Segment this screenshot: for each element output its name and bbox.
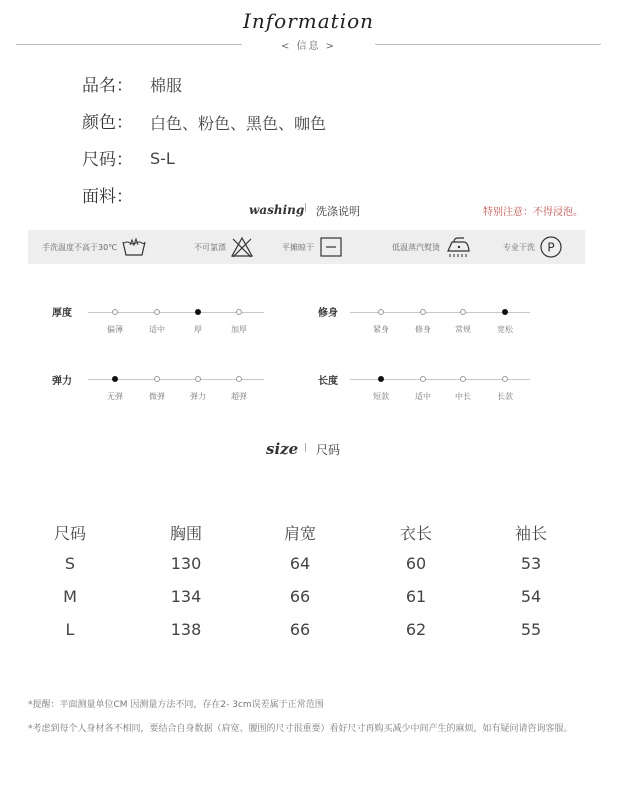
scale-dot [420, 309, 426, 315]
washing-instructions-bar [28, 230, 585, 264]
size-table-cell: 60 [405, 554, 427, 573]
info-label-color: 颜色： [82, 113, 133, 133]
scale-label: 厚度 [52, 308, 72, 319]
scale-option-label: 无弹 [107, 392, 123, 401]
scale-dot [154, 376, 160, 382]
scale-dot-selected [195, 309, 201, 315]
scale-option-label: 偏薄 [107, 325, 123, 334]
washing-title: 洗涤说明 [316, 205, 360, 218]
scale-option-label: 修身 [415, 325, 431, 334]
wash-label-dry-clean: 专业干洗 [503, 242, 535, 252]
scale-dot [112, 309, 118, 315]
size-separator: | [304, 443, 308, 453]
dry-clean-symbol: P [547, 240, 555, 255]
size-table-cell: M [63, 587, 77, 606]
dry-clean-p-icon [539, 235, 563, 259]
info-label-name: 品名： [82, 76, 133, 96]
scale-option-label: 中长 [455, 392, 471, 401]
scale-option-label: 适中 [415, 392, 431, 401]
washing-separator: | [304, 203, 308, 213]
size-script-title: size [266, 440, 299, 458]
size-table-cell: 61 [405, 587, 427, 606]
size-table-header: 胸围 [169, 524, 202, 543]
size-table-cell: 66 [289, 587, 311, 606]
size-table-header: 衣长 [399, 524, 432, 543]
size-table-header: 肩宽 [283, 524, 316, 543]
scale-option-label: 加厚 [231, 325, 247, 334]
size-table-cell: 130 [170, 554, 202, 573]
info-value-size: S-L [150, 149, 175, 168]
scale-option-label: 超弹 [231, 392, 247, 401]
size-table-header: 袖长 [514, 524, 547, 543]
dry-flat-icon [318, 236, 344, 258]
info-label-fabric: 面料： [82, 187, 133, 207]
scale-dot [378, 309, 384, 315]
scale-option-label: 厚 [194, 325, 202, 334]
page-subtitle: < 信息 > [280, 41, 337, 52]
size-table-cell: 64 [289, 554, 311, 573]
wash-item-dry-clean [503, 230, 563, 264]
info-label-size: 尺码： [82, 150, 133, 170]
wash-label-dry-flat: 平摊晾干 [282, 242, 314, 252]
scale-dot [420, 376, 426, 382]
scale-dot [502, 376, 508, 382]
wash-item-dry-flat [282, 230, 344, 264]
size-table-cell: 54 [520, 587, 542, 606]
no-bleach-icon [230, 236, 254, 258]
scale-dot [236, 309, 242, 315]
scale-option-label: 宽松 [497, 325, 513, 334]
scale-option-label: 常规 [455, 325, 471, 334]
washing-script-title: washing [249, 203, 305, 217]
scale-dot [195, 376, 201, 382]
size-table-cell: 138 [170, 620, 202, 639]
scale-dot [154, 309, 160, 315]
wash-item-no-bleach [194, 230, 254, 264]
washing-warning: 特别注意：不得浸泡。 [483, 207, 583, 218]
size-table-cell: L [65, 620, 75, 639]
scale-dot [236, 376, 242, 382]
hand-wash-30-icon [121, 236, 147, 258]
scale-option-label: 短款 [373, 392, 389, 401]
scale-option-label: 适中 [149, 325, 165, 334]
size-table-cell: 62 [405, 620, 427, 639]
scale-label: 弹力 [52, 376, 72, 387]
scale-option-label: 紧身 [373, 325, 389, 334]
scale-dot [460, 376, 466, 382]
steam-iron-low-icon [444, 235, 472, 259]
size-table-cell: 55 [520, 620, 542, 639]
scale-dot [460, 309, 466, 315]
scale-dot-selected [112, 376, 118, 382]
wash-label-steam-iron: 低温蒸汽熨烫 [392, 242, 440, 252]
info-value-color: 白色、粉色、黑色、咖色 [150, 114, 327, 133]
page-title: Information [242, 9, 375, 33]
scale-dot-selected [378, 376, 384, 382]
size-title: 尺码 [316, 443, 341, 457]
wash-label-hand-wash: 手洗温度不高于30℃ [42, 242, 118, 252]
note-size-advice: *考虑到每个人身材各不相同，要结合自身数据（肩宽、腰围的尺寸很重要）看好尺寸再购买减少中间产生的麻烦，如有疑问请咨询客服。 [28, 724, 573, 734]
size-table-cell: 53 [520, 554, 542, 573]
info-value-name: 棉服 [150, 76, 183, 95]
scale-option-label: 长款 [497, 392, 513, 401]
size-table-header: 尺码 [53, 524, 86, 543]
size-table-cell: 134 [170, 587, 202, 606]
wash-item-hand-wash [42, 230, 147, 264]
wash-item-steam-iron [392, 230, 472, 264]
size-table-cell: 66 [289, 620, 311, 639]
scale-option-label: 弹力 [190, 392, 206, 401]
scale-dot-selected [502, 309, 508, 315]
scale-label: 修身 [318, 308, 338, 319]
size-table-cell: S [64, 554, 76, 573]
note-measurement: *提醒：平面测量单位CM 因测量方法不同，存在2- 3cm误差属于正常范围 [28, 700, 324, 710]
scale-option-label: 微弹 [149, 392, 165, 401]
scale-label: 长度 [318, 376, 338, 387]
wash-label-no-bleach: 不可氯漂 [194, 242, 226, 252]
